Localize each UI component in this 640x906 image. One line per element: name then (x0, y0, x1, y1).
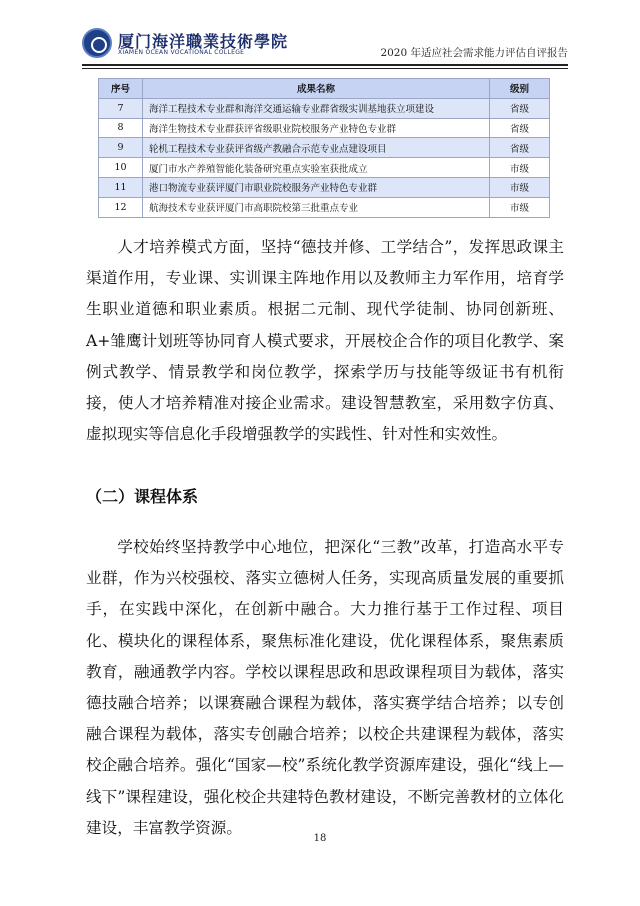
report-title: 2020 年适应社会需求能力评估自评报告 (380, 47, 568, 59)
row-name: 航海技术专业获评厦门市高职院校第三批重点专业 (143, 197, 490, 217)
page-number: 18 (313, 833, 327, 844)
row-num: 10 (99, 158, 143, 178)
table-row (99, 138, 550, 158)
row-name: 海洋工程技术专业群和海洋交通运输专业群省级实训基地获立项建设 (143, 98, 490, 118)
table-row (99, 98, 550, 118)
row-name: 海洋生物技术专业群获评省级职业院校服务产业特色专业群 (143, 118, 490, 138)
row-level: 省级 (490, 118, 550, 138)
table-row (99, 177, 550, 197)
row-name: 轮机工程技术专业获评省级产教融合示范专业点建设项目 (143, 138, 490, 158)
table-row (99, 118, 550, 138)
col-header-level: 级别 (490, 79, 550, 99)
paragraph-curriculum: 学校始终坚持教学中心地位，把深化“三教”改革，打造高水平专业群，作为兴校强校、落实立德树人任务，实现高质量发展的重要抓手，在实践中深化，在创新中融合。大力推行基于工作过程、项目化、模块化的课程体系，聚焦标准化建设，优化课程体系，聚焦素质教育，融通教学内容。学校以课程思政和思政课程项目为载体，落实德技融合培养；以课赛融合课程为载体，落实赛学结合培养；以专创融合课程为载体，落实专创融合培养；以校企共建课程为载体，落实校企融合培养。强化“国家—校”系统化教学资源库建设，强化“线上—线下”课程建设，强化校企共建特色教材建设，不断完善教材的立体化建设，丰富教学资源。 (86, 538, 564, 837)
row-num: 8 (99, 118, 143, 138)
header-rule-thin (82, 68, 568, 69)
row-name: 港口物流专业获评厦门市职业院校服务产业特色专业群 (143, 177, 490, 197)
row-num: 11 (99, 177, 143, 197)
row-num: 9 (99, 138, 143, 158)
school-logo-icon (82, 28, 112, 58)
col-header-name: 成果名称 (143, 79, 490, 99)
row-level: 省级 (490, 138, 550, 158)
row-num: 7 (99, 98, 143, 118)
row-level: 省级 (490, 98, 550, 118)
table-header-row (99, 79, 550, 99)
school-name-cn: 厦门海洋職業技術學院 (118, 32, 289, 51)
row-level: 市级 (490, 158, 550, 178)
row-name: 厦门市水产养殖智能化装备研究重点实验室获批成立 (143, 158, 490, 178)
row-num: 12 (99, 197, 143, 217)
header-rule (82, 64, 568, 66)
school-name-en: XIAMEN OCEAN VOCATIONAL COLLEGE (118, 49, 245, 56)
results-table (98, 78, 550, 218)
row-level: 市级 (490, 177, 550, 197)
paragraph-training-model: 人才培养模式方面，坚持“德技并修、工学结合”，发挥思政课主渠道作用，专业课、实训课主阵地作用以及教师主力军作用，培育学生职业道德和职业素质。根据二元制、现代学徒制、协同创新班、A+雏鹰计划班等协同育人模式要求，开展校企合作的项目化教学、案例式教学、情景教学和岗位教学，探索学历与技能等级证书有机衔接，使人才培养精准对接企业需求。建设智慧教室，采用数字仿真、虚拟现实等信息化手段增强教学的实践性、针对性和实效性。 (86, 238, 564, 444)
table-row (99, 158, 550, 178)
section-heading: （二）课程体系 (86, 487, 199, 506)
col-header-num: 序号 (99, 79, 143, 99)
row-level: 市级 (490, 197, 550, 217)
page-header (82, 28, 568, 66)
table-row (99, 197, 550, 217)
